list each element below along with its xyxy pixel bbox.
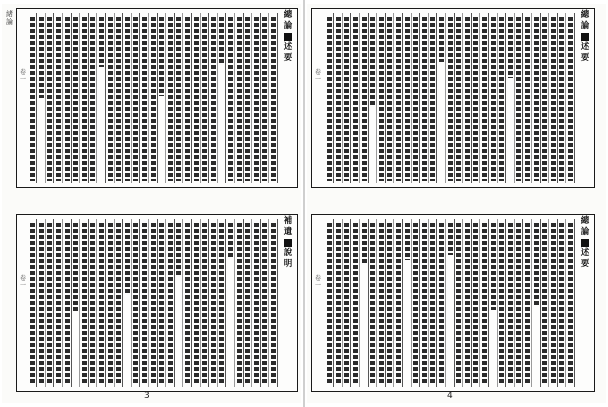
text-column (448, 223, 453, 255)
text-column (56, 17, 61, 181)
column-rule (454, 13, 455, 183)
column-rule (96, 219, 97, 387)
text-column (465, 17, 470, 181)
text-column (405, 17, 410, 181)
column-rule (445, 219, 446, 387)
text-column (456, 223, 461, 385)
column-rule (96, 13, 97, 183)
column-rule (514, 219, 515, 387)
column-rule (548, 13, 549, 183)
column-rule (428, 13, 429, 183)
column-rule (574, 13, 575, 183)
text-column (379, 223, 384, 385)
text-column (396, 223, 401, 385)
panel-header: 補 遺 說 明 (283, 216, 293, 269)
text-column (116, 223, 121, 385)
text-column (185, 223, 190, 385)
text-column (499, 223, 504, 385)
text-column (39, 223, 44, 385)
column-rule (359, 219, 360, 387)
text-column (327, 17, 332, 181)
column-rule (268, 13, 269, 183)
column-rule (114, 219, 115, 387)
column-rule (411, 219, 412, 387)
column-rule (71, 219, 72, 387)
column-rule (393, 13, 394, 183)
column-rule (540, 13, 541, 183)
text-column (82, 223, 87, 385)
column-rule (497, 13, 498, 183)
text-column (491, 223, 496, 310)
column-rule (402, 13, 403, 183)
column-rule (277, 219, 278, 387)
column-rule (62, 13, 63, 183)
header-mark-icon (284, 239, 292, 247)
column-rule (208, 13, 209, 183)
column-rule (436, 219, 437, 387)
side-note: 卷一 (19, 69, 26, 83)
text-column (559, 17, 564, 181)
text-column (176, 223, 181, 276)
panel-header: 總 論 述 要 (580, 216, 590, 269)
panel-header: 總 論 述 要 (283, 10, 293, 63)
text-column (542, 223, 547, 385)
text-column (185, 17, 190, 181)
column-rule (565, 13, 566, 183)
column-rule (462, 13, 463, 183)
header-mark-icon (581, 33, 589, 41)
text-column (219, 17, 224, 65)
text-column (344, 223, 349, 385)
text-column (108, 17, 113, 181)
column-rule (174, 13, 175, 183)
text-column (133, 223, 138, 385)
text-column (262, 17, 267, 181)
text-column (202, 223, 207, 385)
text-column (422, 17, 427, 181)
column-rule (522, 13, 523, 183)
text-column (473, 223, 478, 385)
text-column (90, 223, 95, 385)
text-column (228, 223, 233, 258)
column-rule (105, 13, 106, 183)
text-column (194, 17, 199, 181)
column-rule (402, 219, 403, 387)
column-rule (385, 13, 386, 183)
column-rule (342, 13, 343, 183)
text-column (508, 223, 513, 385)
column-rule (182, 13, 183, 183)
column-rule (260, 13, 261, 183)
column-rule (531, 219, 532, 387)
text-column (133, 17, 138, 181)
column-rule (200, 219, 201, 387)
text-column (370, 17, 375, 106)
column-rule (62, 219, 63, 387)
left-bottom-text-panel (16, 214, 298, 392)
right-top-text-panel (311, 8, 595, 188)
text-column (211, 17, 216, 181)
header-mark-icon (284, 33, 292, 41)
column-rule (79, 219, 80, 387)
text-column (491, 17, 496, 181)
column-rule (505, 219, 506, 387)
text-column (47, 223, 52, 385)
column-rule (79, 13, 80, 183)
text-column (90, 17, 95, 181)
column-rule (191, 13, 192, 183)
column-rule (165, 219, 166, 387)
text-column (99, 223, 104, 385)
text-column (73, 223, 78, 312)
text-column (254, 17, 259, 181)
column-rule (368, 13, 369, 183)
column-rule (428, 219, 429, 387)
column-rule (445, 13, 446, 183)
column-rule (88, 219, 89, 387)
column-rule (225, 219, 226, 387)
text-column (448, 17, 453, 181)
text-column (413, 17, 418, 181)
column-rule (105, 219, 106, 387)
text-column (568, 17, 573, 181)
side-note: 卷一 (314, 69, 321, 83)
right-bottom-text-panel (311, 214, 595, 392)
text-column (142, 223, 147, 385)
left-page (2, 4, 301, 403)
column-rule (243, 13, 244, 183)
text-column (499, 17, 504, 181)
column-rule (574, 219, 575, 387)
column-rule (505, 13, 506, 183)
column-rule (385, 219, 386, 387)
column-rule (148, 13, 149, 183)
text-column (211, 223, 216, 385)
column-rule (251, 13, 252, 183)
text-column (387, 17, 392, 181)
column-rule (479, 219, 480, 387)
text-column (47, 17, 52, 181)
text-column (65, 223, 70, 385)
left-top-text-panel (16, 8, 298, 188)
text-column (219, 223, 224, 385)
column-rule (333, 13, 334, 183)
column-rule (139, 13, 140, 183)
text-column (542, 17, 547, 181)
column-rule (488, 13, 489, 183)
column-rule (488, 219, 489, 387)
text-column (254, 223, 259, 385)
column-rule (540, 219, 541, 387)
text-column (262, 223, 267, 385)
column-rule (53, 13, 54, 183)
column-rule (139, 219, 140, 387)
column-rule (479, 13, 480, 183)
side-note: 卷一 (19, 275, 26, 289)
column-rule (88, 13, 89, 183)
text-column (245, 223, 250, 385)
text-column (568, 223, 573, 385)
text-column (125, 17, 130, 181)
text-column (439, 223, 444, 385)
text-column (245, 17, 250, 181)
left-edge-label: 緒論 (6, 10, 13, 26)
column-rule (268, 219, 269, 387)
column-rule (557, 13, 558, 183)
text-column (362, 223, 367, 265)
page-number: 3 (144, 391, 150, 401)
column-rule (376, 219, 377, 387)
column-rule (114, 13, 115, 183)
text-column (516, 223, 521, 385)
column-rule (436, 13, 437, 183)
text-column (30, 17, 35, 181)
text-column (108, 223, 113, 385)
column-rule (333, 219, 334, 387)
text-column (151, 17, 156, 181)
page-number: 4 (447, 391, 453, 401)
text-column (413, 223, 418, 385)
text-column (271, 223, 276, 385)
text-column (370, 223, 375, 385)
text-column (396, 17, 401, 181)
column-rule (514, 13, 515, 183)
text-column (353, 17, 358, 181)
column-rule (217, 219, 218, 387)
text-column (159, 17, 164, 96)
column-rule (548, 219, 549, 387)
text-column (176, 17, 181, 181)
column-rule (359, 13, 360, 183)
column-rule (368, 219, 369, 387)
column-rule (122, 13, 123, 183)
column-rule (217, 13, 218, 183)
text-column (508, 17, 513, 78)
text-column (116, 17, 121, 181)
text-column (65, 17, 70, 181)
column-rule (165, 13, 166, 183)
text-column (228, 17, 233, 181)
text-column (271, 17, 276, 181)
text-column (430, 17, 435, 181)
column-rule (36, 13, 37, 183)
text-column (387, 223, 392, 385)
text-column (482, 223, 487, 385)
text-column (168, 17, 173, 181)
text-column (336, 17, 341, 181)
column-rule (376, 13, 377, 183)
text-column (99, 17, 104, 67)
column-rule (277, 13, 278, 183)
column-rule (393, 219, 394, 387)
text-column (327, 223, 332, 385)
panel-header: 總 論 述 要 (580, 10, 590, 63)
text-column (534, 17, 539, 181)
column-rule (200, 13, 201, 183)
text-column (422, 223, 427, 385)
text-column (439, 17, 444, 62)
text-column (456, 17, 461, 181)
text-column (430, 223, 435, 385)
text-column (559, 223, 564, 385)
right-page (307, 4, 606, 403)
text-column (525, 223, 530, 385)
text-column (30, 223, 35, 385)
text-column (142, 17, 147, 181)
column-rule (251, 219, 252, 387)
text-column (379, 17, 384, 181)
column-rule (419, 219, 420, 387)
text-column (534, 223, 539, 305)
column-rule (225, 13, 226, 183)
text-column (73, 17, 78, 181)
text-column (159, 223, 164, 385)
text-column (82, 17, 87, 181)
column-rule (174, 219, 175, 387)
column-rule (191, 219, 192, 387)
column-rule (131, 13, 132, 183)
text-column (353, 223, 358, 385)
column-rule (157, 219, 158, 387)
text-column (336, 223, 341, 385)
column-rule (565, 219, 566, 387)
column-rule (234, 13, 235, 183)
column-rule (53, 219, 54, 387)
text-column (237, 223, 242, 385)
header-mark-icon (581, 239, 589, 247)
column-rule (350, 219, 351, 387)
text-column (202, 17, 207, 181)
text-column (151, 223, 156, 385)
side-note: 卷一 (314, 275, 321, 289)
column-rule (454, 219, 455, 387)
column-rule (122, 219, 123, 387)
column-rule (208, 219, 209, 387)
column-rule (462, 219, 463, 387)
column-rule (36, 219, 37, 387)
text-column (482, 17, 487, 181)
column-rule (243, 219, 244, 387)
text-column (551, 223, 556, 385)
column-rule (350, 13, 351, 183)
book-gutter (303, 0, 305, 407)
column-rule (557, 219, 558, 387)
column-rule (260, 219, 261, 387)
text-column (405, 223, 410, 260)
column-rule (131, 219, 132, 387)
text-column (551, 17, 556, 181)
column-rule (471, 219, 472, 387)
column-rule (45, 13, 46, 183)
text-column (194, 223, 199, 385)
column-rule (157, 13, 158, 183)
column-rule (531, 13, 532, 183)
text-column (465, 223, 470, 385)
text-column (168, 223, 173, 385)
text-column (344, 17, 349, 181)
text-column (362, 17, 367, 181)
column-rule (234, 219, 235, 387)
column-rule (419, 13, 420, 183)
text-column (473, 17, 478, 181)
column-rule (497, 219, 498, 387)
column-rule (148, 219, 149, 387)
text-column (125, 223, 130, 294)
column-rule (522, 219, 523, 387)
column-rule (342, 219, 343, 387)
column-rule (45, 219, 46, 387)
text-column (516, 17, 521, 181)
column-rule (471, 13, 472, 183)
column-rule (71, 13, 72, 183)
text-column (56, 223, 61, 385)
column-rule (182, 219, 183, 387)
column-rule (411, 13, 412, 183)
text-column (237, 17, 242, 181)
text-column (525, 17, 530, 181)
text-column (39, 17, 44, 98)
